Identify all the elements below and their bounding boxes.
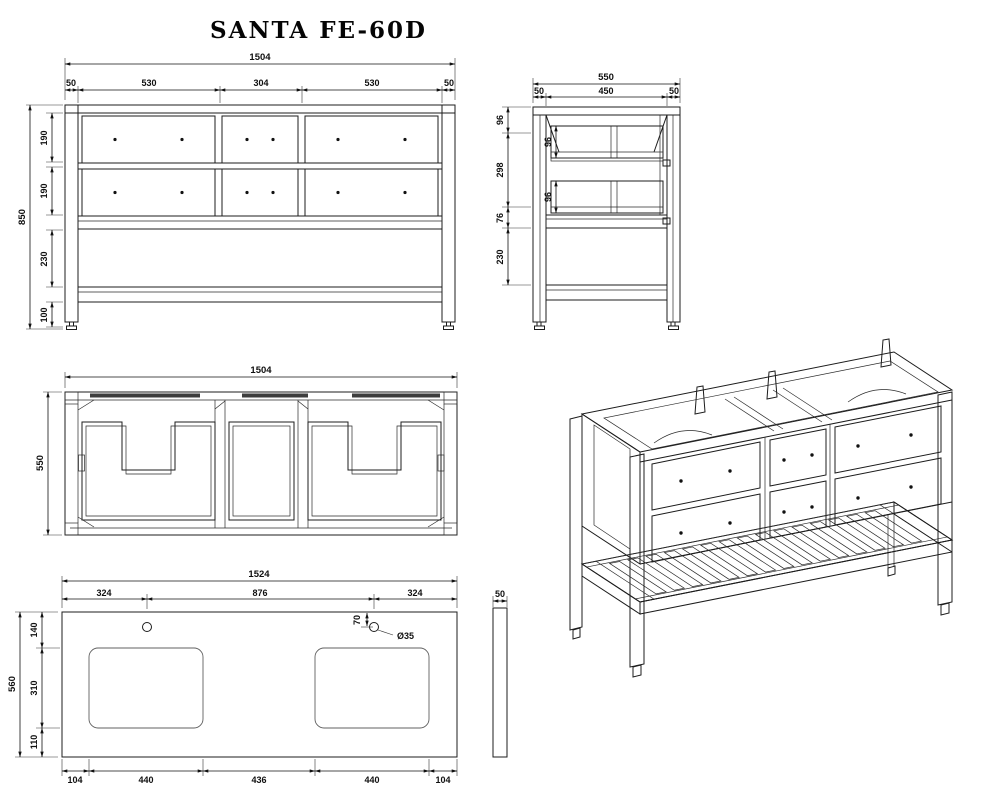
- dim-text: 304: [253, 78, 269, 88]
- dim-text: 310: [29, 680, 39, 696]
- drawing-title: SANTA FE-60D: [210, 17, 427, 44]
- dim-text: 530: [364, 78, 380, 88]
- dim-text: 190: [39, 183, 49, 199]
- dim-text: 324: [407, 588, 423, 598]
- dim-text: 50: [65, 78, 77, 88]
- dim-text: 50: [668, 86, 680, 96]
- dim-text: 850: [17, 209, 28, 225]
- dim-text: 876: [252, 588, 268, 598]
- dim-text: 50: [494, 589, 506, 599]
- dim-text: 96: [495, 114, 505, 126]
- dim-text: 70: [352, 614, 362, 626]
- dim-text: 140: [29, 622, 39, 638]
- dim-text: 436: [251, 775, 267, 785]
- dim-text: 1524: [248, 569, 270, 580]
- dim-text: 50: [443, 78, 455, 88]
- dim-text: 190: [39, 130, 49, 146]
- dim-text: 230: [495, 249, 505, 265]
- dim-text: 560: [7, 676, 18, 692]
- dim-text: 550: [35, 455, 46, 471]
- dim-text: 76: [495, 212, 505, 224]
- dim-text: 324: [96, 588, 112, 598]
- dim-text-faucet-diameter: Ø35: [397, 631, 415, 641]
- dim-text: 96: [543, 136, 553, 148]
- dim-text: 50: [533, 86, 545, 96]
- dim-text: 110: [29, 734, 39, 750]
- dim-text: 450: [598, 86, 614, 96]
- dim-text: 96: [543, 191, 553, 203]
- dim-text: 104: [435, 775, 451, 785]
- dim-text: 550: [598, 72, 614, 83]
- dim-text: 1504: [250, 365, 272, 376]
- dim-text: 104: [67, 775, 83, 785]
- dim-text: 1504: [249, 52, 271, 63]
- dim-text: 530: [141, 78, 157, 88]
- dim-text: 440: [138, 775, 154, 785]
- dim-text: 230: [39, 251, 49, 267]
- dim-text: 440: [364, 775, 380, 785]
- dim-text: 100: [39, 307, 49, 323]
- dim-text: 298: [495, 162, 505, 178]
